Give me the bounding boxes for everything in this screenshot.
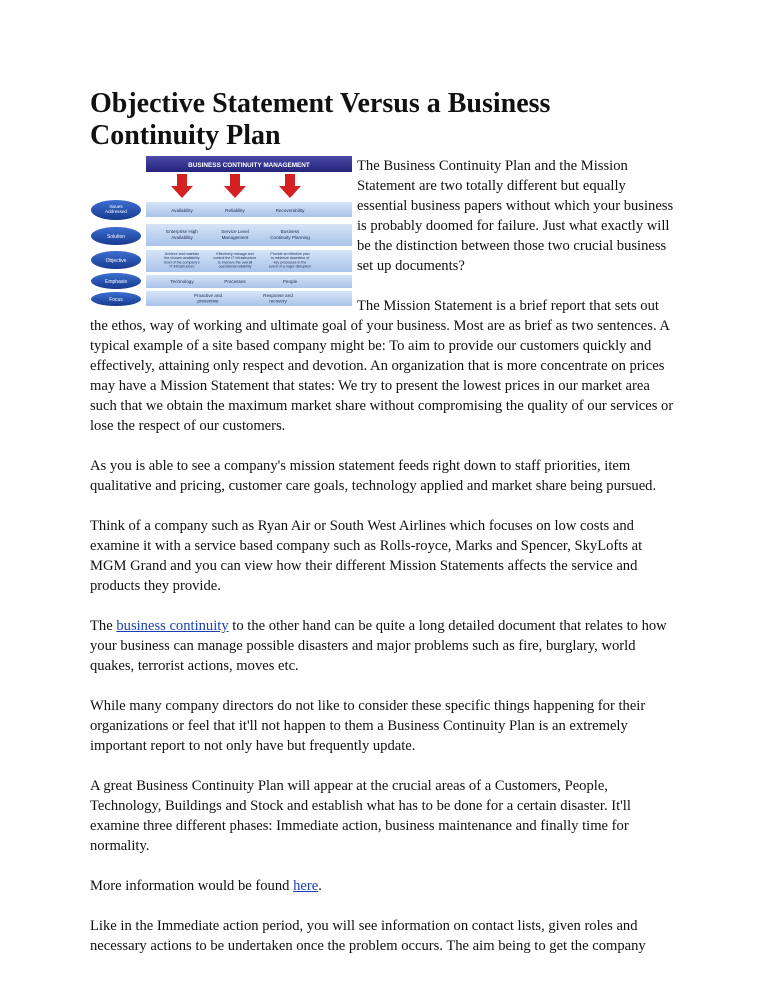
row-labels bbox=[91, 200, 141, 306]
issue-reliability: Reliability bbox=[225, 208, 245, 213]
paragraph-2: The Mission Statement is a brief report that sets out the ethos, way of working and ultimate goal of your business. Most are as brief as two sentences. A typical example of a site based company might be: To aim to provide our customers quickly and effectively, attaining only respect and devotion. An organization that is more concentrate on prices may have a Mission Statement that states: We try to present the lowest prices in our market area such that we obtain the maximum market share without compromising the quality of our services or lose the respect of our customers. bbox=[90, 298, 674, 434]
paragraph-7: A great Business Continuity Plan will appear at the crucial areas of a Customers, People, Technology, Buildings and Stock and establish what has to be done for a certain disaster. It'll examine three different phases: Immediate action, business maintenance and finally time for normality. bbox=[90, 778, 631, 854]
row-label-emphasis: Emphasis bbox=[105, 279, 127, 285]
page-title: Objective Statement Versus a Business Continuity Plan bbox=[90, 88, 551, 151]
solution-high-availability: Enterprise High Availability bbox=[166, 229, 198, 240]
paragraph-6: While many company directors do not like to consider these specific things happening for their organizations or feel that it'll not happen to them a Business Continuity Plan is an extremely important report to not only have but frequently update. bbox=[90, 698, 646, 754]
focus-proactive: Proactive and preventive bbox=[193, 293, 223, 304]
objective-availability: Achieve and maintain the chosen availability level of the company's IT infrastructure bbox=[164, 252, 200, 269]
diagram-cells bbox=[164, 208, 311, 304]
diagram-header-text: BUSINESS CONTINUITY MANAGEMENT bbox=[188, 162, 310, 169]
row-label-focus: Focus bbox=[109, 297, 123, 303]
objective-reliability: Effectively manage and control the IT infrastructure to improve the overall operational reliability bbox=[213, 252, 257, 269]
down-arrow-icon bbox=[224, 174, 246, 198]
row-label-issues: Issues Addressed bbox=[105, 204, 127, 214]
focus-response: Response and recovery bbox=[263, 293, 293, 304]
down-arrow-icon bbox=[171, 174, 193, 198]
paragraph-9: Like in the Immediate action period, you will see information on contact lists, given roles and necessary actions to be undertaken once the problem occurs. The aim being to get the company bbox=[90, 918, 646, 954]
row-label-solution: Solution bbox=[106, 234, 126, 240]
paragraph-5-lead: The bbox=[90, 618, 117, 634]
paragraph-3: As you is able to see a company's mission statement feeds right down to staff priorities, item qualitative and pricing, customer care goals, technology applied and market share being pursued. bbox=[90, 458, 657, 494]
focus-bar bbox=[146, 291, 352, 306]
bcm-diagram-svg bbox=[90, 156, 352, 306]
paragraph-4: Think of a company such as Ryan Air or South West Airlines which focuses on low costs and examine it with a service based company such as Rolls-royce, Marks and Spencer, SkyLofts at MGM Grand and you can view how their different Mission Statements affects the service and products they provide. bbox=[90, 518, 643, 594]
emphasis-technology: Technology bbox=[170, 279, 194, 284]
solution-service-level: Service Level Management bbox=[221, 229, 249, 240]
arrow-icons bbox=[171, 174, 301, 198]
emphasis-people: People bbox=[282, 279, 298, 284]
business-continuity-link[interactable]: business continuity bbox=[116, 618, 229, 634]
issue-recoverability: Recoverability bbox=[275, 208, 305, 213]
paragraph-1: The Business Continuity Plan and the Mission Statement are two totally different but equally essential business papers without which your business is probably doomed for failure. Just what exactly will be the distinction between those two crucial business set up documents? bbox=[357, 158, 674, 274]
paragraph-5 bbox=[90, 616, 678, 676]
objective-recoverability: Provide an effective plan to minimize downtime of key processes in the event of a major disruption bbox=[268, 252, 312, 269]
paragraph-8-lead: More information would be found bbox=[90, 878, 294, 894]
emphasis-processes: Processes bbox=[224, 279, 246, 284]
solution-bcp: Business Continuity Planning bbox=[270, 229, 310, 240]
row-label-objective: Objective bbox=[105, 258, 127, 264]
paragraph-5-rest: to the other hand can be quite a long detailed document that relates to how your business can manage possible disasters and major problems such as fire, burglary, world quakes, terrorist actions, moves etc. bbox=[90, 618, 667, 674]
issue-availability: Availability bbox=[171, 208, 193, 213]
down-arrow-icon bbox=[279, 174, 301, 198]
here-link[interactable]: here bbox=[293, 878, 319, 894]
paragraph-8-end: . bbox=[318, 878, 322, 894]
document-body bbox=[90, 88, 678, 976]
bcm-diagram bbox=[90, 156, 352, 306]
paragraph-8 bbox=[90, 876, 678, 896]
